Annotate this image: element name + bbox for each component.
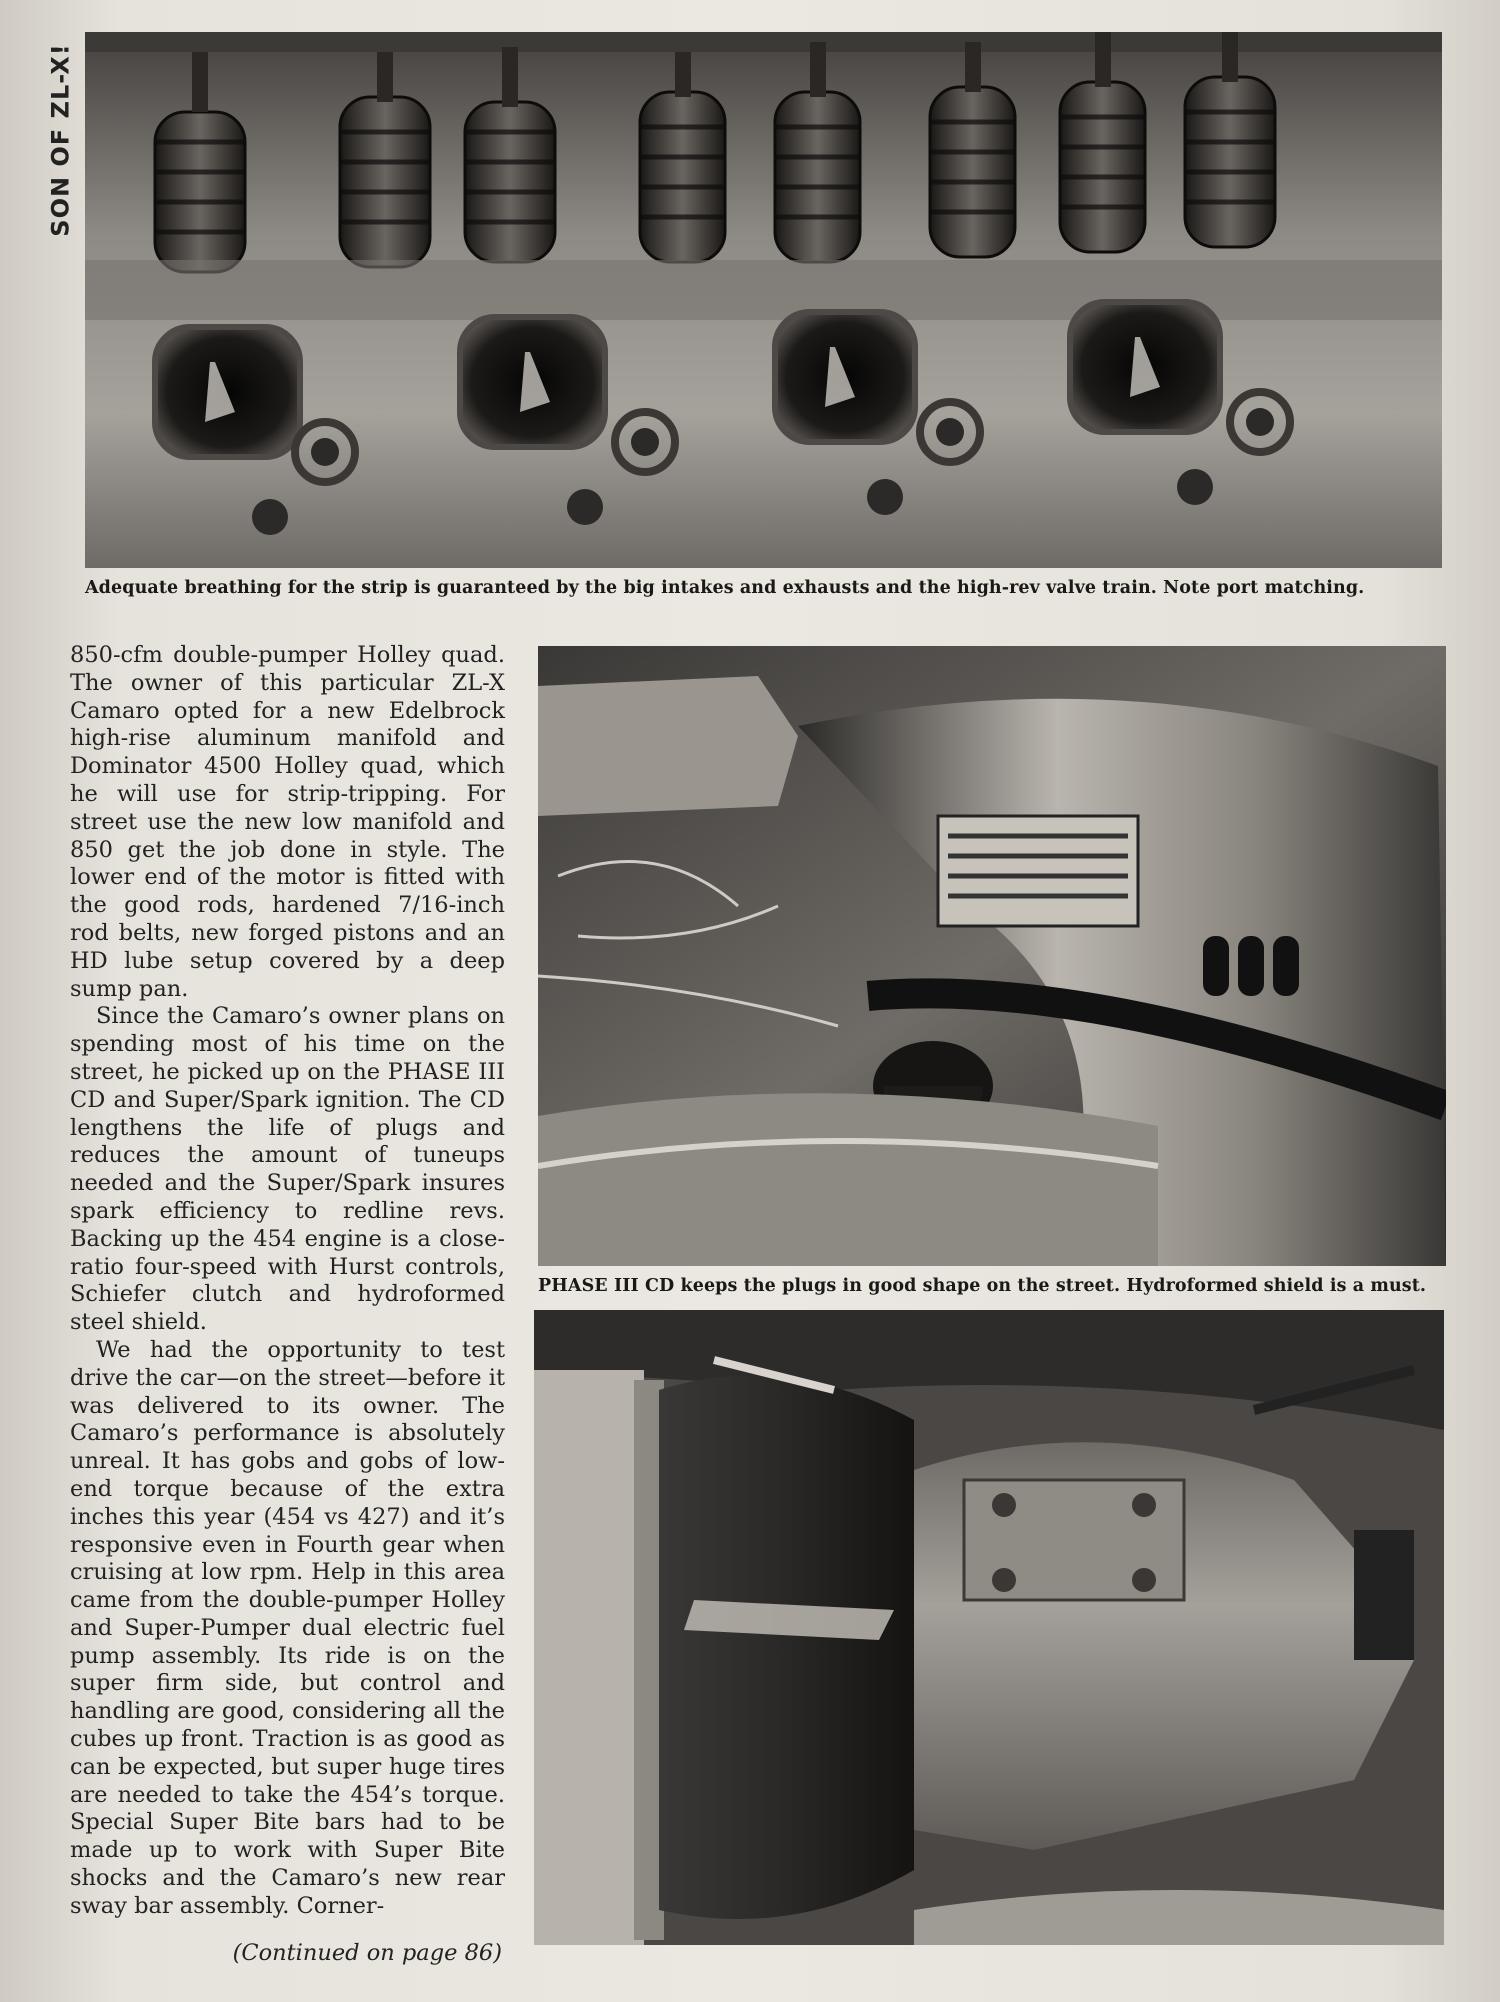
article-paragraph: Since the Camaro’s owner plans on spending most of his time on the street, he picked up on the PHASE III CD and Super/Spark ignition. The CD lengthens the life of plugs and reduces the amount of tuneups needed and the Super/Spark insures spark efficiency to redline revs. Backing up the 454 engine is a close-ratio four-speed with Hurst controls, Schiefer clutch and hydroformed steel shield. <box>70 1003 505 1336</box>
photo-caption: PHASE III CD keeps the plugs in good shape on the street. Hydroformed shield is a must. <box>538 1276 1427 1296</box>
engine-bay-illustration <box>538 646 1446 1266</box>
cylinder-head-photo <box>85 32 1442 568</box>
ignition-engine-bay-photo <box>538 646 1446 1266</box>
cylinder-head-illustration <box>85 32 1442 568</box>
article-paragraph: 850-cfm double-pumper Holley quad. The owner of this particular ZL-X Camaro opted for a new Edelbrock high-rise aluminum manifold and Dominator 4500 Holley quad, which he will use for strip-tripping. For street use the new low manifold and 850 get the job done in style. The lower end of the motor is fitted with the good rods, hardened 7/16-inch rod belts, new forged pistons and an HD lube setup covered by a deep sump pan. <box>70 642 505 1002</box>
photo-caption: Adequate breathing for the strip is guaranteed by the big intakes and exhausts and the high-rev valve train. Note port matching. <box>85 578 1365 598</box>
section-label: SON OF ZL-X! <box>47 43 75 237</box>
continued-note: (Continued on page 86) <box>232 1940 502 1966</box>
transmission-illustration <box>534 1310 1444 1945</box>
transmission-bellhousing-photo <box>534 1310 1444 1945</box>
article-paragraph: We had the opportunity to test drive the car—on the street—before it was delivered to its owner. The Camaro’s performance is absolutely unreal. It has gobs and gobs of low-end torque because of the extra inches this year (454 vs 427) and it’s responsive even in Fourth gear when cruising at low rpm. Help in this area came from the double-pumper Holley and Super-Pumper dual electric fuel pump assembly. Its ride is on the super firm side, but control and handling are good, considering all the cubes up front. Traction is as good as can be expected, but super huge tires are needed to take the 454’s torque. Special Super Bite bars had to be made up to work with Super Bite shocks and the Camaro’s new rear sway bar assembly. Corner- <box>70 1336 505 1919</box>
article-body <box>70 642 505 1921</box>
